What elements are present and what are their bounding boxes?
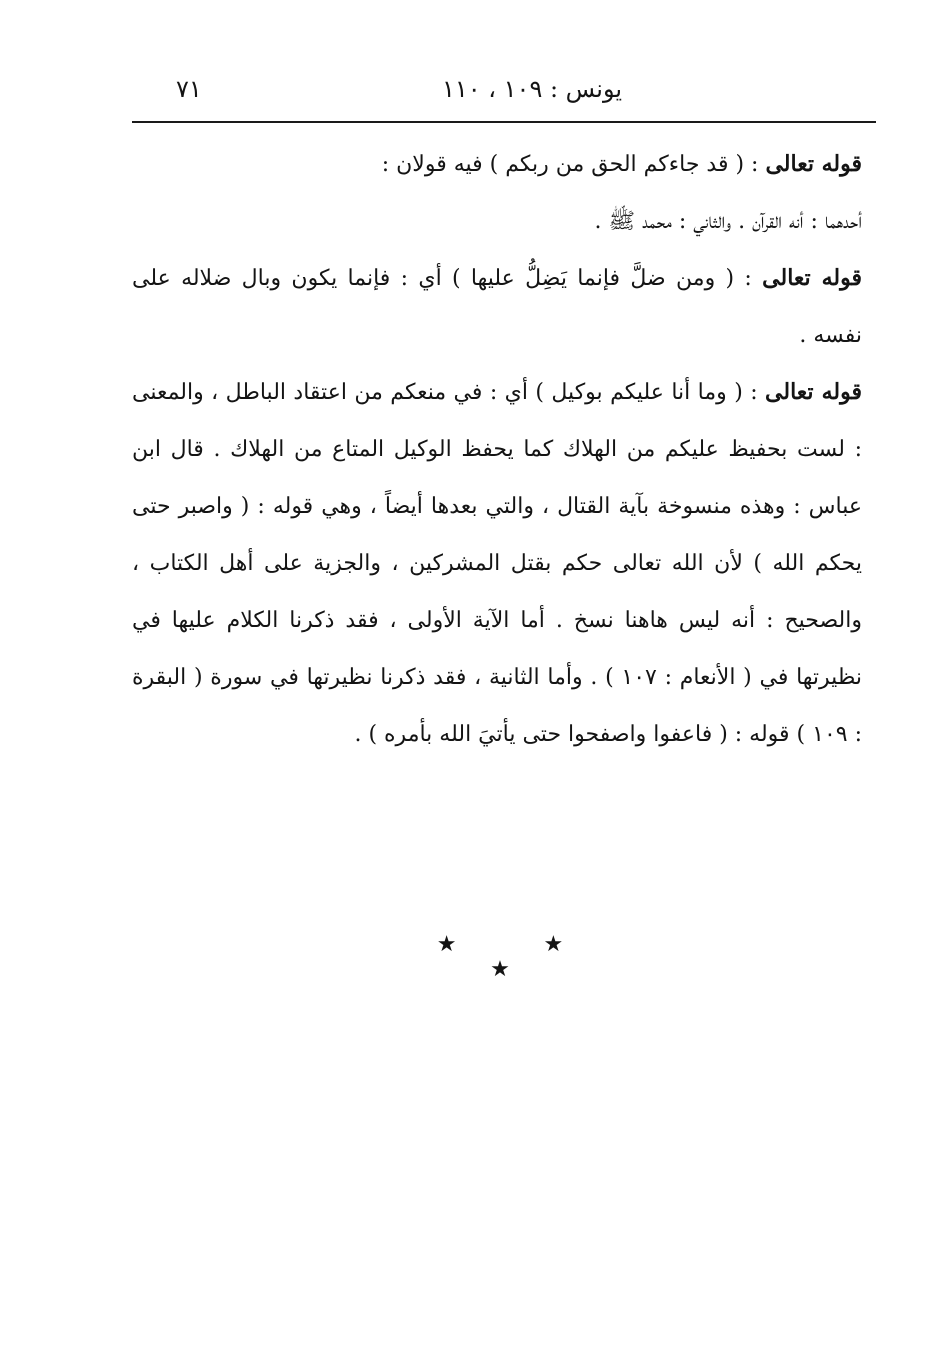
paragraph-text: : ( وما أنا عليكم بوكيل ) أي : في منعكم من اعتقاد الباطل ، والمعنى : لست بحفيظ عليكم من الهلاك كما يحفظ الوكيل المتاع من الهلاك . قال ابن عباس : وهذه منسوخة بآية القتال ، والتي بعدها أيضاً ، وهي قوله : ( واصبر حتى يحكم الله ) لأن الله تعالى حكم بقتل المشركين ، والجزية على أهل الكتاب ، والصحيح : أنه ليس هاهنا نسخ . أما الآية الأولى ، فقد ذكرنا الكلام عليها في نظيرتها في ( الأنعام : ١٠٧ ) . وأما الثانية ، فقد ذكرنا نظيرتها في سورة ( البقرة : ١٠٩ ) قوله : ( فاعفوا واصفحوا حتى يأتيَ الله بأمره ) . <box>132 380 862 747</box>
paragraph-4 <box>132 364 862 763</box>
body-text <box>132 136 862 763</box>
paragraph-2 <box>132 193 862 250</box>
paragraph-text: أحدهما : أنه القرآن . والثاني : محمد ﷺ . <box>594 209 862 234</box>
paragraph-1 <box>132 136 862 193</box>
page-number: ٧١ <box>176 75 202 103</box>
paragraph-3 <box>132 250 862 364</box>
paragraph-lead: قوله تعالى <box>762 265 862 291</box>
running-head: يونس : ١٠٩ ، ١١٠ <box>441 75 623 103</box>
paragraph-text: : ( ومن ضلَّ فإنما يَضِلُّ عليها ) أي : فإنما يكون وبال ضلاله على نفسه . <box>132 266 862 348</box>
section-ornament-stars: ★ ★ ★ <box>436 932 604 982</box>
paragraph-lead: قوله تعالى <box>765 379 862 405</box>
header-rule <box>132 121 876 123</box>
paragraph-text: : ( قد جاءكم الحق من ربكم ) فيه قولان : <box>381 152 759 177</box>
page-header <box>132 74 876 118</box>
paragraph-lead: قوله تعالى <box>765 151 862 177</box>
